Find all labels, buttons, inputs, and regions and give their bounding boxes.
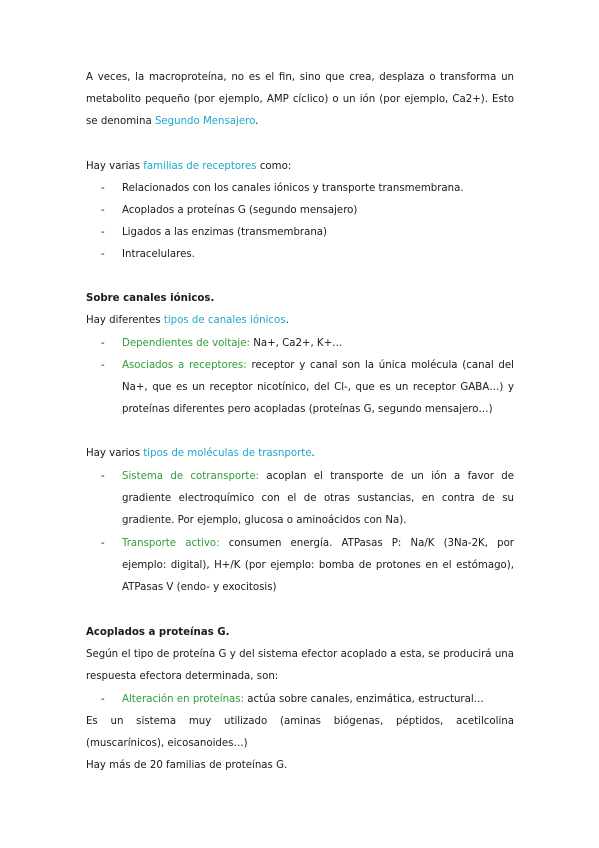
intro-text: A veces, la macroproteína, no es el fin, sino que crea, desplaza o transforma un metabolito pequeño (por ejemplo, AMP cíclico) o un ión (por ejemplo, Ca2+). Esto se denomina xyxy=(86,72,514,128)
transport-item-1-text: acoplan el transporte de un ión a favor de gradiente electroquímico con el de otras sustancias, en contra de su gradiente. Por ejemplo, glucosa o aminoácidos con Na). xyxy=(122,471,514,527)
gproteins-heading: Acoplados a proteínas G. xyxy=(86,627,230,638)
tipos-moleculas-link[interactable]: tipos de moléculas de trasnporte xyxy=(143,448,312,459)
ion-channels-heading: Sobre canales iónicos. xyxy=(86,293,215,304)
bullet-dash: - xyxy=(101,183,105,194)
ion-intro-post: . xyxy=(285,315,289,326)
bullet-dash: - xyxy=(101,538,105,549)
bullet-dash: - xyxy=(101,338,105,349)
gproteins-item-term: Alteración en proteínas: xyxy=(122,694,245,705)
ion-channels-intro xyxy=(86,310,514,332)
receptors-intro-post: como: xyxy=(256,161,292,172)
bullet-dash: - xyxy=(101,694,105,705)
bullet-dash: - xyxy=(101,249,105,260)
transport-item-1-term: Sistema de cotransporte: xyxy=(122,471,260,482)
ion-item-1-term: Dependientes de voltaje: xyxy=(122,338,250,349)
tipos-canales-link[interactable]: tipos de canales iónicos xyxy=(163,315,286,326)
segundo-mensajero-link[interactable]: Segundo Mensajero xyxy=(154,116,256,128)
receptor-item-4: Intracelulares. xyxy=(122,249,195,260)
gproteins-paragraph-2: Es un sistema muy utilizado (aminas biógenas, péptidos, acetilcolina (muscarínicos), eicosanoides…) xyxy=(86,716,514,750)
transport-item-2-text: consumen energía. ATPasas P: Na/K (3Na-2K, por ejemplo: digital), H+/K (por ejemplo: bomba de protones en el estómago), ATPasas V (endo- y exocitosis) xyxy=(122,538,514,594)
transport-intro xyxy=(86,443,514,465)
ion-item-1-text: Na+, Ca2+, K+… xyxy=(249,338,343,349)
gproteins-paragraph-3: Hay más de 20 familias de proteínas G. xyxy=(86,760,288,771)
ion-item-2-term: Asociados a receptores: xyxy=(122,360,247,371)
transport-item-1 xyxy=(122,466,514,533)
familias-receptores-link[interactable]: familias de receptores xyxy=(143,161,257,172)
ion-item-2 xyxy=(122,355,514,422)
bullet-dash: - xyxy=(101,471,105,482)
transport-intro-pre: Hay varios xyxy=(86,448,144,459)
transport-intro-post: . xyxy=(311,448,315,459)
bullet-dash: - xyxy=(101,205,105,216)
ion-item-1 xyxy=(122,333,514,355)
transport-item-2 xyxy=(122,533,514,600)
receptors-intro-pre: Hay varias xyxy=(86,161,144,172)
intro-paragraph xyxy=(86,67,514,134)
ion-intro-pre: Hay diferentes xyxy=(86,315,164,326)
receptor-item-3: Ligados a las enzimas (transmembrana) xyxy=(122,227,328,238)
gproteins-item xyxy=(122,689,514,711)
gproteins-paragraph: Según el tipo de proteína G y del sistema efector acoplado a esta, se producirá una respuesta efectora determinada, son: xyxy=(86,649,514,683)
transport-item-2-term: Transporte activo: xyxy=(122,538,220,549)
receptors-intro xyxy=(86,156,514,178)
receptor-item-1: Relacionados con los canales iónicos y transporte transmembrana. xyxy=(122,183,464,194)
bullet-dash: - xyxy=(101,360,105,371)
bullet-dash: - xyxy=(101,227,105,238)
gproteins-item-text: actúa sobre canales, enzimática, estructural… xyxy=(244,694,484,705)
ion-item-2-text: receptor y canal son la única molécula (canal del Na+, que es un receptor nicotínico, del Cl-, que es un receptor GABA…) y proteínas diferentes pero acopladas (proteínas G, segundo mensajero…) xyxy=(122,360,514,416)
intro-end: . xyxy=(255,116,259,128)
receptor-item-2: Acoplados a proteínas G (segundo mensajero) xyxy=(122,205,358,216)
